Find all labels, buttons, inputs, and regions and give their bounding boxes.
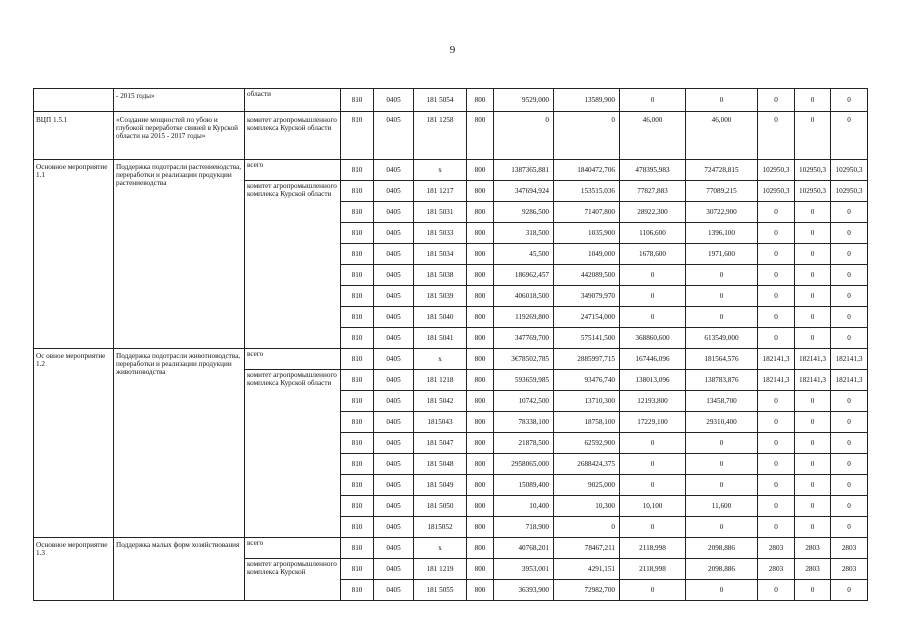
cell-vr: 800 (467, 496, 494, 517)
cell-vr: 800 (467, 517, 494, 538)
cell-value: 13589,900 (554, 89, 620, 112)
cell-value: 1678,600 (620, 244, 686, 265)
cell-csr: x (414, 349, 467, 370)
cell-value: 0 (758, 202, 795, 223)
cell-value: 0 (686, 517, 758, 538)
cell-grbs: 810 (341, 454, 374, 475)
cell-value: 36393,900 (494, 580, 554, 601)
cell-value: 0 (758, 112, 795, 160)
cell-value: 0 (620, 475, 686, 496)
cell-value: 0 (758, 89, 795, 112)
cell-value: 138783,876 (686, 370, 758, 391)
cell-value: 593659,985 (494, 370, 554, 391)
cell-grbs: 810 (341, 265, 374, 286)
cell-value: 318,500 (494, 223, 554, 244)
cell-value: 0 (758, 475, 795, 496)
cell-value: 17229,100 (620, 412, 686, 433)
cell-grbs: 810 (341, 391, 374, 412)
cell-value: 46,000 (686, 112, 758, 160)
cell-vr: 800 (467, 328, 494, 349)
cell-rzpr: 0405 (374, 265, 414, 286)
cell-grbs: 810 (341, 286, 374, 307)
cell-grbs: 810 (341, 412, 374, 433)
cell-value: 182141,3 (831, 349, 868, 370)
table-row (34, 160, 868, 181)
cell-value: 0 (554, 112, 620, 160)
cell-value: 0 (831, 307, 868, 328)
cell-grbs: 810 (341, 328, 374, 349)
cell-status (34, 89, 114, 112)
cell-value: 0 (795, 454, 831, 475)
cell-grbs: 810 (341, 160, 374, 181)
cell-value: 368860,600 (620, 328, 686, 349)
cell-value: 186962,457 (494, 265, 554, 286)
cell-csr: 181 5048 (414, 454, 467, 475)
cell-value: 72982,700 (554, 580, 620, 601)
cell-value: 0 (795, 223, 831, 244)
cell-value: 0 (758, 412, 795, 433)
cell-value: 11,600 (686, 496, 758, 517)
cell-value: 0 (795, 391, 831, 412)
cell-vr: 800 (467, 160, 494, 181)
cell-value: 0 (554, 517, 620, 538)
cell-csr: x (414, 538, 467, 559)
cell-csr: 181 5041 (414, 328, 467, 349)
cell-value: 718,900 (494, 517, 554, 538)
cell-grbs: 810 (341, 181, 374, 202)
table-row (34, 112, 868, 160)
cell-vr: 800 (467, 181, 494, 202)
cell-value: 575141,500 (554, 328, 620, 349)
cell-value: 724728,815 (686, 160, 758, 181)
cell-value: 12193,800 (620, 391, 686, 412)
cell-value: 29310,400 (686, 412, 758, 433)
cell-value: 0 (795, 475, 831, 496)
cell-rzpr: 0405 (374, 223, 414, 244)
cell-grbs: 810 (341, 349, 374, 370)
cell-rzpr: 0405 (374, 412, 414, 433)
cell-executor: всего (245, 160, 341, 181)
cell-rzpr: 0405 (374, 433, 414, 454)
cell-rzpr: 0405 (374, 538, 414, 559)
cell-csr: 1815043 (414, 412, 467, 433)
cell-value: 2803 (831, 559, 868, 580)
cell-value: 182141,3 (758, 349, 795, 370)
cell-value: 0 (758, 307, 795, 328)
cell-vr: 800 (467, 391, 494, 412)
cell-value: 0 (795, 286, 831, 307)
cell-value: 0 (795, 202, 831, 223)
cell-executor: области (245, 89, 341, 112)
cell-value: 0 (758, 496, 795, 517)
cell-value: 2803 (758, 538, 795, 559)
cell-value: 0 (620, 265, 686, 286)
cell-value: 2118,998 (620, 538, 686, 559)
table-row (34, 89, 868, 112)
cell-value: 78467,211 (554, 538, 620, 559)
cell-value: 1971,600 (686, 244, 758, 265)
cell-value: 0 (758, 265, 795, 286)
cell-grbs: 810 (341, 307, 374, 328)
cell-grbs: 810 (341, 559, 374, 580)
cell-value: 0 (620, 517, 686, 538)
cell-value: 0 (831, 328, 868, 349)
cell-value: 15089,400 (494, 475, 554, 496)
cell-value: 349079,970 (554, 286, 620, 307)
cell-value: 77827,883 (620, 181, 686, 202)
cell-value: 9025,000 (554, 475, 620, 496)
cell-grbs: 810 (341, 433, 374, 454)
cell-value: 0 (620, 286, 686, 307)
cell-value: 0 (758, 580, 795, 601)
cell-rzpr: 0405 (374, 181, 414, 202)
cell-value: 2958065,000 (494, 454, 554, 475)
cell-grbs: 810 (341, 370, 374, 391)
cell-value: 0 (620, 89, 686, 112)
cell-grbs: 810 (341, 112, 374, 160)
cell-rzpr: 0405 (374, 559, 414, 580)
cell-rzpr: 0405 (374, 391, 414, 412)
cell-value: 0 (686, 433, 758, 454)
cell-rzpr: 0405 (374, 496, 414, 517)
cell-executor: всего (245, 349, 341, 370)
cell-value: 0 (758, 223, 795, 244)
cell-csr: 181 5039 (414, 286, 467, 307)
cell-value: 2098,886 (686, 538, 758, 559)
cell-value: 62592,900 (554, 433, 620, 454)
cell-value: 0 (795, 580, 831, 601)
cell-vr: 800 (467, 202, 494, 223)
cell-vr: 800 (467, 454, 494, 475)
cell-value: 10742,500 (494, 391, 554, 412)
cell-csr: 181 5031 (414, 202, 467, 223)
cell-vr: 800 (467, 223, 494, 244)
cell-value: 18758,100 (554, 412, 620, 433)
cell-value: 0 (795, 265, 831, 286)
cell-csr: 181 5033 (414, 223, 467, 244)
budget-table (33, 88, 868, 601)
cell-value: 13710,300 (554, 391, 620, 412)
cell-value: 0 (620, 433, 686, 454)
cell-value: 406018,500 (494, 286, 554, 307)
cell-value: 119269,800 (494, 307, 554, 328)
cell-csr: 181 1258 (414, 112, 467, 160)
cell-value: 0 (686, 454, 758, 475)
cell-value: 71407,800 (554, 202, 620, 223)
cell-value: 153515,036 (554, 181, 620, 202)
cell-value: 2803 (795, 559, 831, 580)
cell-grbs: 810 (341, 223, 374, 244)
cell-executor: комитет агропромышленного комплекса Курской области (245, 112, 341, 160)
cell-vr: 800 (467, 244, 494, 265)
cell-value: 442089,500 (554, 265, 620, 286)
cell-value: 0 (620, 580, 686, 601)
cell-value: 102950,3 (795, 181, 831, 202)
cell-value: 2688424,375 (554, 454, 620, 475)
cell-value: 40768,201 (494, 538, 554, 559)
cell-value: 4291,151 (554, 559, 620, 580)
cell-rzpr: 0405 (374, 160, 414, 181)
cell-vr: 800 (467, 412, 494, 433)
cell-value: 0 (831, 223, 868, 244)
cell-value: 0 (831, 286, 868, 307)
cell-name: - 2015 годы» (114, 89, 245, 112)
cell-value: 0 (831, 433, 868, 454)
cell-vr: 800 (467, 433, 494, 454)
cell-vr: 800 (467, 286, 494, 307)
cell-name: Поддержка подотрасли растениеводства, переработки и реализации продукции растениеводства (114, 160, 245, 349)
cell-value: 0 (686, 307, 758, 328)
cell-vr: 800 (467, 370, 494, 391)
cell-value: 2803 (758, 559, 795, 580)
cell-rzpr: 0405 (374, 328, 414, 349)
cell-vr: 800 (467, 265, 494, 286)
cell-rzpr: 0405 (374, 349, 414, 370)
cell-rzpr: 0405 (374, 307, 414, 328)
cell-status: Основное мероприятие 1.3 (34, 538, 114, 601)
cell-value: 102950,3 (758, 181, 795, 202)
cell-vr: 800 (467, 559, 494, 580)
cell-value: 0 (686, 89, 758, 112)
cell-csr: 181 5040 (414, 307, 467, 328)
cell-value: 0 (758, 391, 795, 412)
cell-value: 30722,900 (686, 202, 758, 223)
cell-grbs: 810 (341, 244, 374, 265)
cell-value: 0 (686, 265, 758, 286)
table-row (34, 538, 868, 559)
cell-value: 2803 (795, 538, 831, 559)
cell-rzpr: 0405 (374, 454, 414, 475)
cell-vr: 800 (467, 349, 494, 370)
cell-value: 9529,000 (494, 89, 554, 112)
cell-value: 0 (831, 112, 868, 160)
cell-rzpr: 0405 (374, 202, 414, 223)
cell-value: 167446,096 (620, 349, 686, 370)
cell-value: 1035,900 (554, 223, 620, 244)
cell-value: 2803 (831, 538, 868, 559)
cell-status: Основное мероприятие 1.1 (34, 160, 114, 349)
cell-csr: 181 5042 (414, 391, 467, 412)
cell-value: 10,400 (494, 496, 554, 517)
cell-value: 2118,998 (620, 559, 686, 580)
cell-value: 0 (795, 433, 831, 454)
cell-value: 0 (758, 433, 795, 454)
cell-csr: 181 5034 (414, 244, 467, 265)
cell-vr: 800 (467, 89, 494, 112)
cell-value: 102950,3 (795, 160, 831, 181)
cell-csr: 181 1219 (414, 559, 467, 580)
cell-value: 182141,3 (831, 370, 868, 391)
cell-value: 1106,600 (620, 223, 686, 244)
cell-value: 182141,3 (758, 370, 795, 391)
cell-value: 1049,000 (554, 244, 620, 265)
cell-status: ВЦП 1.5.1 (34, 112, 114, 160)
cell-value: 0 (795, 412, 831, 433)
cell-value: 2885997,715 (554, 349, 620, 370)
cell-value: 1387365,881 (494, 160, 554, 181)
cell-value: 0 (758, 286, 795, 307)
cell-value: 347769,700 (494, 328, 554, 349)
cell-executor: комитет агропромышленного комплекса Курской области (245, 370, 341, 538)
cell-value: 21878,500 (494, 433, 554, 454)
cell-value: 77089,215 (686, 181, 758, 202)
cell-value: 0 (795, 244, 831, 265)
cell-grbs: 810 (341, 89, 374, 112)
cell-value: 0 (795, 496, 831, 517)
cell-value: 0 (494, 112, 554, 160)
cell-value: 0 (831, 517, 868, 538)
cell-value: 247154,000 (554, 307, 620, 328)
cell-value: 1396,100 (686, 223, 758, 244)
cell-vr: 800 (467, 580, 494, 601)
cell-value: 0 (831, 580, 868, 601)
cell-grbs: 810 (341, 496, 374, 517)
cell-value: 13458,700 (686, 391, 758, 412)
cell-name: Поддержка малых форм хозяйствования (114, 538, 245, 601)
cell-csr: 181 1218 (414, 370, 467, 391)
cell-value: 9286,500 (494, 202, 554, 223)
cell-value: 1840472,706 (554, 160, 620, 181)
cell-rzpr: 0405 (374, 89, 414, 112)
cell-csr: 181 5055 (414, 580, 467, 601)
cell-value: 102950,3 (831, 160, 868, 181)
cell-value: 0 (795, 307, 831, 328)
cell-value: 0 (758, 517, 795, 538)
cell-value: 0 (831, 391, 868, 412)
cell-value: 347694,924 (494, 181, 554, 202)
cell-status: Ос овное мероприятие 1.2 (34, 349, 114, 538)
cell-executor: всего (245, 538, 341, 559)
cell-csr: 181 5038 (414, 265, 467, 286)
cell-value: 0 (831, 475, 868, 496)
cell-value: 28922,300 (620, 202, 686, 223)
cell-rzpr: 0405 (374, 286, 414, 307)
cell-csr: 181 5049 (414, 475, 467, 496)
cell-csr: 181 5054 (414, 89, 467, 112)
cell-grbs: 810 (341, 517, 374, 538)
cell-value: 0 (686, 580, 758, 601)
table-row (34, 349, 868, 370)
cell-value: 0 (686, 475, 758, 496)
cell-csr: 1815052 (414, 517, 467, 538)
cell-grbs: 810 (341, 202, 374, 223)
cell-value: 138013,096 (620, 370, 686, 391)
cell-value: 3€78502,785 (494, 349, 554, 370)
cell-value: 0 (831, 454, 868, 475)
cell-value: 0 (831, 244, 868, 265)
cell-executor: комитет агропромышленного комплекса Курской области (245, 181, 341, 349)
cell-csr: 181 1217 (414, 181, 467, 202)
cell-value: 0 (831, 265, 868, 286)
cell-rzpr: 0405 (374, 580, 414, 601)
cell-value: 0 (620, 454, 686, 475)
cell-rzpr: 0405 (374, 475, 414, 496)
cell-value: 0 (758, 244, 795, 265)
cell-value: 78338,100 (494, 412, 554, 433)
cell-executor: комитет агропромышленного комплекса Курской (245, 559, 341, 601)
cell-value: 102950,3 (831, 181, 868, 202)
cell-value: 0 (831, 202, 868, 223)
cell-value: 0 (758, 454, 795, 475)
cell-vr: 800 (467, 307, 494, 328)
cell-rzpr: 0405 (374, 244, 414, 265)
cell-value: 10,100 (620, 496, 686, 517)
cell-value: 0 (831, 412, 868, 433)
cell-vr: 800 (467, 475, 494, 496)
cell-value: 181564,576 (686, 349, 758, 370)
cell-csr: 181 5050 (414, 496, 467, 517)
cell-name: Поддержка подотрасли животноводства, переработки и реализации продукции животноводства (114, 349, 245, 538)
cell-value: 102950,3 (758, 160, 795, 181)
cell-value: 0 (795, 89, 831, 112)
cell-grbs: 810 (341, 580, 374, 601)
cell-rzpr: 0405 (374, 112, 414, 160)
cell-value: 182141,3 (795, 370, 831, 391)
cell-value: 3953,001 (494, 559, 554, 580)
page-number: 9 (449, 44, 456, 56)
cell-grbs: 810 (341, 475, 374, 496)
cell-value: 0 (758, 328, 795, 349)
cell-value: 10,300 (554, 496, 620, 517)
cell-value: 93476,740 (554, 370, 620, 391)
cell-value: 2098,886 (686, 559, 758, 580)
cell-value: 0 (795, 328, 831, 349)
cell-csr: x (414, 160, 467, 181)
cell-value: 0 (831, 496, 868, 517)
cell-rzpr: 0405 (374, 370, 414, 391)
cell-value: 0 (795, 517, 831, 538)
cell-rzpr: 0405 (374, 517, 414, 538)
cell-value: 182141,3 (795, 349, 831, 370)
cell-value: 613549,000 (686, 328, 758, 349)
cell-value: 0 (831, 89, 868, 112)
cell-value: 45,500 (494, 244, 554, 265)
cell-value: 0 (795, 112, 831, 160)
cell-vr: 800 (467, 538, 494, 559)
cell-value: 0 (686, 286, 758, 307)
cell-name: «Создание мощностей по убою и глубокой переработке свиней в Курской области на 2015 - 2017 годы» (114, 112, 245, 160)
cell-value: 46,000 (620, 112, 686, 160)
cell-value: 0 (620, 307, 686, 328)
cell-vr: 800 (467, 112, 494, 160)
cell-grbs: 810 (341, 538, 374, 559)
cell-value: 478395,983 (620, 160, 686, 181)
cell-csr: 181 5047 (414, 433, 467, 454)
